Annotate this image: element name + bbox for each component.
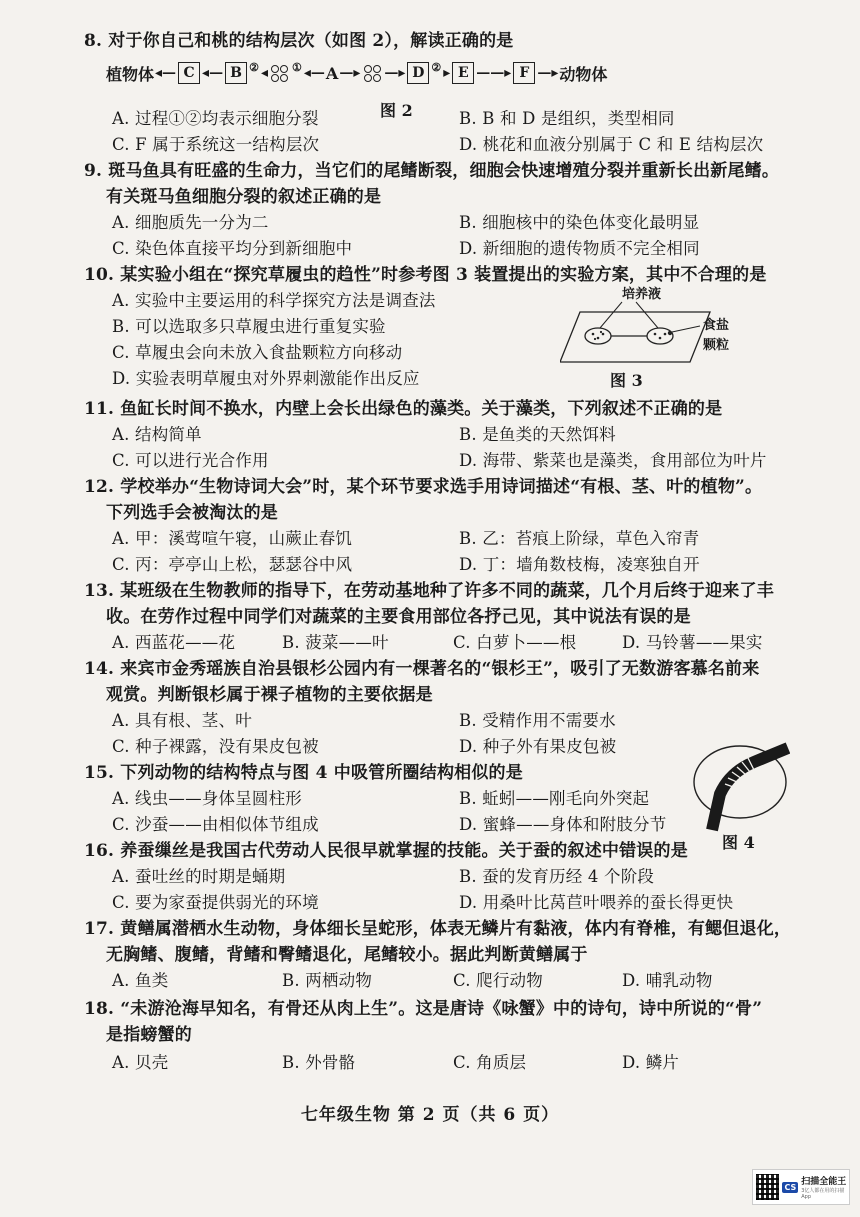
q15-stem: 15. 下列动物的结构特点与图 4 中吸管所圈结构相似的是 bbox=[84, 763, 523, 783]
arrow-right-icon: —▸ bbox=[339, 65, 361, 81]
q18-option-d: D. 鳞片 bbox=[622, 1053, 680, 1072]
q18-option-b: B. 外骨骼 bbox=[282, 1053, 356, 1072]
q9-option-b: B. 细胞核中的染色体变化最明显 bbox=[459, 213, 700, 232]
q10-stem: 10. 某实验小组在“探究草履虫的趋性”时参考图 3 装置提出的实验方案，其中不合理的是 bbox=[84, 265, 767, 285]
q15-option-c: C. 沙蚕——由相似体节组成 bbox=[112, 815, 319, 834]
q16-option-b: B. 蚕的发育历经 4 个阶段 bbox=[459, 867, 655, 886]
q15-option-d: D. 蜜蜂——身体和附肢分节 bbox=[459, 815, 667, 834]
q11-option-d: D. 海带、紫菜也是藻类，食用部位为叶片 bbox=[459, 451, 767, 470]
q17-option-d: D. 哺乳动物 bbox=[622, 971, 713, 990]
q14-option-d: D. 种子外有果皮包被 bbox=[459, 737, 617, 756]
q10-option-b: B. 可以选取多只草履虫进行重复实验 bbox=[112, 317, 386, 336]
flow-process-2: ② bbox=[249, 60, 259, 74]
q17-stem-1: 17. 黄鳝属潜栖水生动物，身体细长呈蛇形，体表无鳞片有黏液，体内有脊椎，有鳃但退化， bbox=[84, 919, 792, 939]
figure-3-slide-diagram bbox=[560, 290, 720, 370]
q9-stem-2: 有关斑马鱼细胞分裂的叙述正确的是 bbox=[106, 187, 382, 207]
q13-option-a: A. 西蓝花——花 bbox=[112, 633, 236, 652]
figure-3-caption: 图 3 bbox=[610, 371, 643, 390]
q11-option-b: B. 是鱼类的天然饵料 bbox=[459, 425, 616, 444]
arrow-right-icon: ▸ bbox=[443, 65, 451, 81]
q18-option-a: A. 贝壳 bbox=[112, 1053, 169, 1072]
q13-stem-2: 收。在劳作过程中同学们对蔬菜的主要食用部位各抒己见，其中说法有误的是 bbox=[106, 607, 691, 627]
figure-3-liquid-label: 培养液 bbox=[622, 287, 662, 302]
q15-option-a: A. 线虫——身体呈圆柱形 bbox=[112, 789, 303, 808]
flow-box-e: E bbox=[452, 62, 474, 84]
q16-stem: 16. 养蚕缫丝是我国古代劳动人民很早就掌握的技能。关于蚕的叙述中错误的是 bbox=[84, 841, 688, 861]
q13-option-d: D. 马铃薯——果实 bbox=[622, 633, 763, 652]
scanner-watermark bbox=[752, 1169, 850, 1205]
q17-option-b: B. 两栖动物 bbox=[282, 971, 373, 990]
q11-stem: 11. 鱼缸长时间不换水，内壁上会长出绿色的藻类。关于藻类，下列叙述不正确的是 bbox=[84, 399, 723, 419]
q13-option-c: C. 白萝卜——根 bbox=[453, 633, 577, 652]
q12-option-a: A. 甲：溪莺喧午寝，山蕨止春饥 bbox=[112, 529, 353, 548]
figure-3-salt-label-2: 颗粒 bbox=[703, 338, 730, 353]
q12-option-c: C. 丙：亭亭山上松，瑟瑟谷中风 bbox=[112, 555, 353, 574]
q13-option-b: B. 菠菜——叶 bbox=[282, 633, 389, 652]
flow-box-d: D bbox=[407, 62, 429, 84]
cell-cluster-icon bbox=[271, 64, 289, 82]
arrow-left-icon: ◂ bbox=[260, 65, 268, 81]
scanner-name: 扫描全能王 bbox=[801, 1177, 847, 1187]
q17-option-a: A. 鱼类 bbox=[112, 971, 169, 990]
flow-process-1: ① bbox=[291, 60, 302, 74]
q18-option-c: C. 角质层 bbox=[453, 1053, 527, 1072]
q9-stem-1: 9. 斑马鱼具有旺盛的生命力，当它们的尾鳍断裂，细胞会快速增殖分裂并重新长出新尾鳍。 bbox=[84, 161, 780, 181]
arrow-right-icon: ——▸ bbox=[476, 65, 512, 81]
q14-option-c: C. 种子裸露，没有果皮包被 bbox=[112, 737, 319, 756]
arrow-right-icon: —▸ bbox=[537, 65, 559, 81]
q8-option-b: B. B 和 D 是组织，类型相同 bbox=[459, 109, 675, 128]
q10-option-c: C. 草履虫会向未放入食盐颗粒方向移动 bbox=[112, 343, 403, 362]
q15-option-b: B. 蚯蚓——刚毛向外突起 bbox=[459, 789, 650, 808]
q8-stem: 8. 对于你自己和桃的结构层次（如图 2），解读正确的是 bbox=[84, 31, 514, 51]
flow-box-a: A bbox=[325, 63, 339, 83]
arrow-right-icon: —▸ bbox=[384, 65, 406, 81]
q18-stem-1: 18. “未游沧海早知名，有骨还从肉上生”。这是唐诗《咏蟹》中的诗句，诗中所说的“骨” bbox=[84, 999, 763, 1019]
q18-stem-2: 是指螃蟹的 bbox=[106, 1025, 192, 1045]
q16-option-c: C. 要为家蚕提供弱光的环境 bbox=[112, 893, 319, 912]
flow-process-2-right: ② bbox=[431, 60, 442, 74]
q11-option-a: A. 结构简单 bbox=[112, 425, 202, 444]
q16-option-a: A. 蚕吐丝的时期是蛹期 bbox=[112, 867, 286, 886]
q14-option-a: A. 具有根、茎、叶 bbox=[112, 711, 252, 730]
q8-structure-flow bbox=[106, 58, 607, 88]
page-footer: 七年级生物 第 2 页（共 6 页） bbox=[300, 1105, 560, 1125]
q10-option-d: D. 实验表明草履虫对外界刺激能作出反应 bbox=[112, 369, 420, 388]
q12-stem-2: 下列选手会被淘汰的是 bbox=[106, 503, 278, 523]
q9-option-a: A. 细胞质先一分为二 bbox=[112, 213, 269, 232]
q9-option-c: C. 染色体直接平均分到新细胞中 bbox=[112, 239, 353, 258]
q9-option-d: D. 新细胞的遗传物质不完全相同 bbox=[459, 239, 700, 258]
arrow-left-icon: ◂— bbox=[202, 65, 224, 81]
arrow-left-icon: ◂— bbox=[303, 65, 325, 81]
flow-box-c: C bbox=[178, 62, 200, 84]
q13-stem-1: 13. 某班级在生物教师的指导下，在劳动基地种了许多不同的蔬菜，几个月后终于迎来了丰 bbox=[84, 581, 774, 601]
figure-4-straw-diagram bbox=[690, 742, 790, 834]
figure-3-salt-label-1: 食盐 bbox=[703, 318, 730, 333]
q10-option-a: A. 实验中主要运用的科学探究方法是调查法 bbox=[112, 291, 436, 310]
cell-cluster-icon bbox=[363, 64, 381, 82]
figure-2-caption: 图 2 bbox=[380, 101, 413, 120]
figure-4-caption: 图 4 bbox=[722, 833, 755, 852]
q14-stem-1: 14. 来宾市金秀瑶族自治县银杉公园内有一棵著名的“银杉王”，吸引了无数游客慕名前来 bbox=[84, 659, 760, 679]
q14-stem-2: 观赏。判断银杉属于裸子植物的主要依据是 bbox=[106, 685, 433, 705]
q14-option-b: B. 受精作用不需要水 bbox=[459, 711, 616, 730]
q16-option-d: D. 用桑叶比莴苣叶喂养的蚕长得更快 bbox=[459, 893, 734, 912]
q11-option-c: C. 可以进行光合作用 bbox=[112, 451, 269, 470]
flow-box-b: B bbox=[225, 62, 247, 84]
q12-option-b: B. 乙：苔痕上阶绿，草色入帘青 bbox=[459, 529, 700, 548]
q12-option-d: D. 丁：墙角数枝梅，凌寒独自开 bbox=[459, 555, 700, 574]
q8-option-d: D. 桃花和血液分别属于 C 和 E 结构层次 bbox=[459, 135, 764, 154]
scanner-tagline: 3亿人都在用的扫描App bbox=[801, 1188, 845, 1200]
q12-stem-1: 12. 学校举办“生物诗词大会”时，某个环节要求选手用诗词描述“有根、茎、叶的植物”。 bbox=[84, 477, 763, 497]
flow-plant-label: 植物体 bbox=[106, 64, 155, 84]
scanner-logo-badge: CS bbox=[784, 1182, 797, 1192]
flow-box-f: F bbox=[513, 62, 535, 84]
flow-animal-label: 动物体 bbox=[559, 64, 608, 84]
qr-code-icon bbox=[756, 1174, 779, 1200]
q8-option-c: C. F 属于系统这一结构层次 bbox=[112, 135, 320, 154]
q8-option-a: A. 过程①②均表示细胞分裂 bbox=[112, 109, 319, 128]
q17-option-c: C. 爬行动物 bbox=[453, 971, 543, 990]
arrow-left-icon: ◂— bbox=[155, 65, 177, 81]
q17-stem-2: 无胸鳍、腹鳍，背鳍和臀鳍退化，尾鳍较小。据此判断黄鳝属于 bbox=[106, 945, 588, 965]
